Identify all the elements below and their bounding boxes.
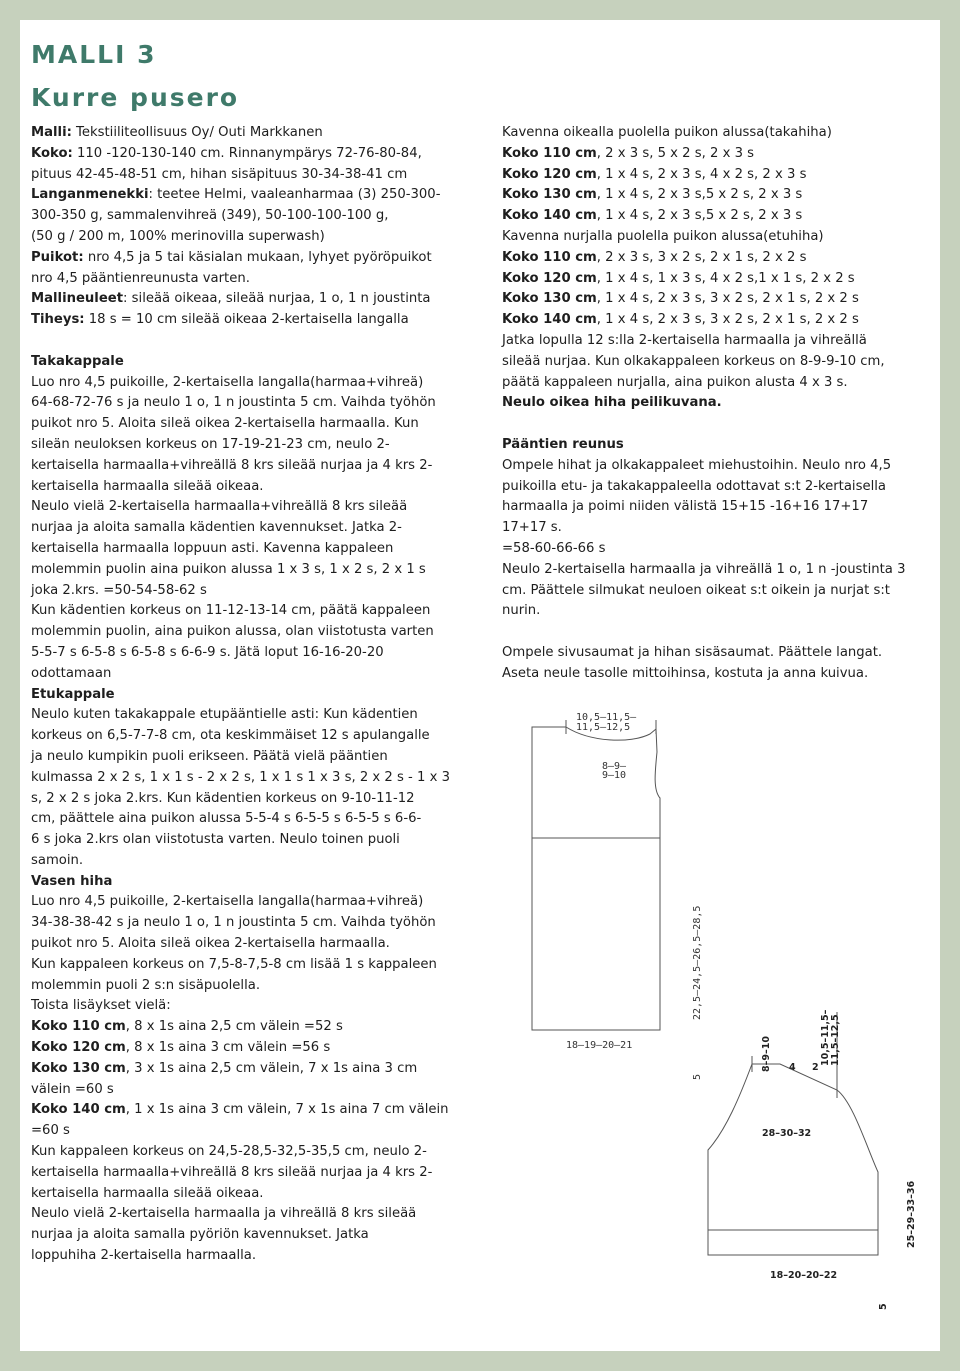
body-shoulder-label: 8–9– — [602, 761, 627, 772]
line-text: , 2 x 3 s, 5 x 2 s, 2 x 3 s — [596, 145, 755, 161]
line-text: pituus 42-45-48-51 cm, hihan sisäpituus 30-34-38-41 cm — [31, 166, 408, 182]
line-text: Aseta neule tasolle mittoihinsa, kostuta ja anna kuivua. — [502, 665, 869, 681]
line-text: , 1 x 4 s, 2 x 3 s,5 x 2 s, 2 x 3 s — [596, 208, 803, 224]
line-text: nurjaa ja aloita samalla pyöriön kavennukset. Jatka — [31, 1227, 369, 1243]
right-instruction-line — [502, 310, 932, 331]
left-instruction-line — [31, 373, 461, 394]
line-text: sileän neuloksen korkeus on 17-19-21-23 cm, neulo 2- — [31, 436, 390, 452]
body-length-label: 22,5–24,5–26,5–28,5 — [692, 905, 703, 1020]
line-text: kertaisella harmaalla+vihreällä 8 krs sileää nurjaa ja 4 krs 2- — [31, 457, 433, 473]
line-text: Kun kappaleen korkeus on 24,5-28,5-32,5-35,5 cm, neulo 2- — [31, 1144, 427, 1160]
line-text: nro 4,5 ja 5 tai käsialan mukaan, lyhyet pyöröpuikot — [83, 249, 432, 265]
right-instruction-line — [502, 601, 932, 622]
pattern-name-title: Kurre pusero — [31, 83, 240, 112]
left-instruction-line — [31, 518, 461, 539]
right-instruction-line — [502, 352, 932, 373]
line-text: , 1 x 4 s, 2 x 3 s, 3 x 2 s, 2 x 1 s, 2 x 2 s — [596, 291, 859, 307]
line-text: , 1 x 1s aina 3 cm välein, 7 x 1s aina 7 cm välein — [125, 1102, 449, 1118]
line-text: : sileää oikeaa, sileää nurjaa, 1 o, 1 n joustinta — [123, 291, 431, 307]
right-instruction-line — [502, 518, 932, 539]
line-text: Luo nro 4,5 puikoille, 2-kertaisella langalla(harmaa+vihreä) — [31, 894, 424, 910]
line-text: molemmin puolin aina puikon alussa 1 x 3 s, 1 x 2 s, 2 x 1 s — [31, 561, 426, 577]
bold-label: Koko: — [31, 145, 73, 161]
line-text: puikoilla etu- ja takakappaleella odottavat s:t 2-kertaisella — [502, 478, 886, 494]
line-text: ja neulo kumpikin puoli erikseen. Päätä vielä pääntien — [31, 748, 388, 764]
sleeve-mark-2: 2 — [812, 1062, 819, 1073]
line-text: , 2 x 3 s, 3 x 2 s, 2 x 1 s, 2 x 2 s — [596, 249, 807, 265]
right-instruction-line — [502, 664, 932, 685]
line-text: kertaisella harmaalla loppuun asti. Kavenna kappaleen — [31, 540, 394, 556]
left-instruction-line — [31, 809, 461, 830]
bold-label: Takakappale — [31, 353, 124, 369]
right-instruction-line — [502, 227, 932, 248]
left-instruction-line — [31, 872, 461, 893]
body-rib-label: 5 — [692, 1073, 703, 1080]
right-instruction-line — [502, 269, 932, 290]
right-instruction-line — [502, 185, 932, 206]
line-text: , 1 x 4 s, 2 x 3 s, 3 x 2 s, 2 x 1 s, 2 x 2 s — [596, 312, 859, 328]
line-text: puikot nro 5. Aloita sileä oikea 2-kertaisella harmaalla. Kun — [31, 416, 419, 432]
left-instruction-line — [31, 789, 461, 810]
bold-label: Koko 140 cm — [502, 312, 597, 328]
line-text: Neulo vielä 2-kertaisella harmaalla+vihreällä 8 krs sileää — [31, 499, 408, 515]
line-text: sileää nurjaa. Kun olkakappaleen korkeus on 8-9-9-10 cm, — [502, 353, 885, 369]
decorative-bottom-border — [0, 1351, 960, 1371]
bold-label: Neulo oikea hiha peilikuvana. — [502, 395, 722, 411]
left-instruction-line — [31, 913, 461, 934]
bold-label: Koko 140 cm — [502, 208, 597, 224]
bold-label: Etukappale — [31, 686, 115, 702]
left-instruction-line — [31, 248, 461, 269]
line-text: , 8 x 1s aina 3 cm välein =56 s — [125, 1040, 331, 1056]
left-instruction-line — [31, 165, 461, 186]
left-instruction-line — [31, 1080, 461, 1101]
right-instruction-line — [502, 144, 932, 165]
body-neck-label-2: 11,5–12,5 — [576, 722, 631, 733]
right-instruction-line — [502, 248, 932, 269]
line-text: joka 2.krs. =50-54-58-62 s — [31, 582, 207, 598]
line-text: Neulo vielä 2-kertaisella harmaalla ja vihreällä 8 krs sileää — [31, 1206, 417, 1222]
line-text: Neulo kuten takakappale etupääntielle asti: Kun kädentien — [31, 707, 418, 723]
left-instruction-line — [31, 643, 461, 664]
right-instruction-line — [502, 497, 932, 518]
bold-label: Tiheys: — [31, 312, 85, 328]
decorative-right-border — [940, 0, 960, 1371]
left-instruction-line — [31, 310, 461, 331]
left-instruction-line — [31, 664, 461, 685]
left-instruction-line — [31, 1100, 461, 1121]
left-instruction-line — [31, 1204, 461, 1225]
left-instruction-line — [31, 934, 461, 955]
line-text: , 3 x 1s aina 2,5 cm välein, 7 x 1s aina 3 cm — [125, 1060, 418, 1076]
left-instruction-line — [31, 955, 461, 976]
bold-label: Koko 110 cm — [31, 1019, 126, 1035]
bold-label: Koko 120 cm — [502, 166, 597, 182]
line-text: 110 -120-130-140 cm. Rinnanympärys 72-76-80-84, — [72, 145, 422, 161]
left-instruction-line — [31, 393, 461, 414]
sleeve-cuff-label: 18–20–20–22 — [770, 1270, 838, 1281]
blank-line — [502, 414, 932, 435]
line-text: Toista lisäykset vielä: — [31, 998, 171, 1014]
body-width-label: 18–19–20–21 — [566, 1040, 633, 1051]
left-instruction-line — [31, 414, 461, 435]
bold-label: Koko 140 cm — [31, 1102, 126, 1118]
left-instruction-line — [31, 601, 461, 622]
left-instruction-line — [31, 456, 461, 477]
left-instruction-line — [31, 622, 461, 643]
sleeve-cap-label: 8–9–10 — [761, 1036, 772, 1072]
line-text: samoin. — [31, 852, 84, 868]
line-text: , 1 x 4 s, 2 x 3 s, 4 x 2 s, 2 x 3 s — [596, 166, 807, 182]
line-text: , 1 x 4 s, 2 x 3 s,5 x 2 s, 2 x 3 s — [596, 187, 803, 203]
line-text: 5-5-7 s 6-5-8 s 6-5-8 s 6-6-9 s. Jätä loput 16-16-20-20 — [31, 644, 384, 660]
line-text: molemmin puolin, aina puikon alussa, olan viistotusta varten — [31, 624, 434, 640]
right-instruction-line — [502, 435, 932, 456]
sleeve-top-label: 10,5–11,5– — [820, 1009, 831, 1066]
instructions-left-column — [31, 123, 461, 1267]
left-instruction-line — [31, 185, 461, 206]
instructions-right-column — [502, 123, 932, 685]
line-text: korkeus on 6,5-7-7-8 cm, ota keskimmäiset 12 s apulangalle — [31, 728, 430, 744]
right-instruction-line — [502, 206, 932, 227]
left-instruction-line — [31, 477, 461, 498]
left-instruction-line — [31, 206, 461, 227]
line-text: välein =60 s — [31, 1081, 114, 1097]
line-text: =58-60-66-66 s — [502, 540, 606, 556]
decorative-left-border — [0, 0, 20, 1371]
left-instruction-line — [31, 227, 461, 248]
decorative-top-border — [0, 0, 960, 20]
right-instruction-line — [502, 560, 932, 581]
line-text: nurjaa ja aloita samalla kädentien kavennukset. Jatka 2- — [31, 520, 402, 536]
line-text: 300-350 g, sammalenvihreä (349), 50-100-100-100 g, — [31, 208, 389, 224]
left-instruction-line — [31, 1059, 461, 1080]
sleeve-rib-label: 5 — [878, 1303, 889, 1310]
right-instruction-line — [502, 289, 932, 310]
line-text: 34-38-38-42 s ja neulo 1 o, 1 n joustinta 5 cm. Vaihda työhön — [31, 915, 436, 931]
left-instruction-line — [31, 1163, 461, 1184]
right-instruction-line — [502, 477, 932, 498]
left-instruction-line — [31, 435, 461, 456]
sleeve-mark-4: 4 — [789, 1062, 796, 1073]
left-instruction-line — [31, 726, 461, 747]
left-instruction-line — [31, 892, 461, 913]
line-text: 64-68-72-76 s ja neulo 1 o, 1 n joustinta 5 cm. Vaihda työhön — [31, 395, 436, 411]
right-instruction-line — [502, 581, 932, 602]
line-text: Kavenna oikealla puolella puikon alussa(takahiha) — [502, 125, 832, 140]
bold-label: Koko 110 cm — [502, 249, 597, 265]
bold-label: Pääntien reunus — [502, 436, 624, 452]
left-instruction-line — [31, 996, 461, 1017]
line-text: nurin. — [502, 603, 541, 619]
left-instruction-line — [31, 1121, 461, 1142]
left-instruction-line — [31, 352, 461, 373]
left-instruction-line — [31, 144, 461, 165]
line-text: 6 s joka 2.krs olan viistotusta varten. Neulo toinen puoli — [31, 832, 400, 848]
line-text: Tekstiiliteollisuus Oy/ Outi Markkanen — [71, 125, 323, 140]
line-text: 17+17 s. — [502, 520, 562, 536]
left-instruction-line — [31, 1017, 461, 1038]
left-instruction-line — [31, 269, 461, 290]
left-instruction-line — [31, 830, 461, 851]
line-text: puikot nro 5. Aloita sileä oikea 2-kertaisella harmaalla. — [31, 936, 390, 952]
body-schematic — [532, 720, 660, 1030]
line-text: , 8 x 1s aina 2,5 cm välein =52 s — [125, 1019, 343, 1035]
left-instruction-line — [31, 581, 461, 602]
left-instruction-line — [31, 1038, 461, 1059]
right-instruction-line — [502, 393, 932, 414]
right-instruction-line — [502, 373, 932, 394]
left-instruction-line — [31, 1142, 461, 1163]
right-instruction-line — [502, 456, 932, 477]
line-text: =60 s — [31, 1123, 70, 1139]
bold-label: Puikot: — [31, 249, 84, 265]
sleeve-top-label-2: 11,5–12,5 — [830, 1014, 841, 1066]
right-instruction-line — [502, 165, 932, 186]
line-text: harmaalla ja poimi niiden välistä 15+15 -16+16 17+17 — [502, 499, 869, 515]
left-instruction-line — [31, 1184, 461, 1205]
line-text: Ompele sivusaumat ja hihan sisäsaumat. Päättele langat. — [502, 644, 883, 660]
line-text: cm, päättele aina puikon alussa 5-5-4 s 6-5-5 s 6-5-5 s 6-6- — [31, 811, 422, 827]
bold-label: Koko 130 cm — [502, 187, 597, 203]
left-instruction-line — [31, 705, 461, 726]
bold-label: Malli: — [31, 125, 72, 140]
left-instruction-line — [31, 768, 461, 789]
line-text: cm. Päättele silmukat neuloen oikeat s:t oikein ja nurjat s:t — [502, 582, 890, 598]
line-text: kertaisella harmaalla sileää oikeaa. — [31, 478, 264, 494]
left-instruction-line — [31, 685, 461, 706]
right-instruction-line — [502, 123, 932, 144]
right-instruction-line — [502, 539, 932, 560]
line-text: odottamaan — [31, 665, 112, 681]
left-instruction-line — [31, 539, 461, 560]
pattern-number-title: MALLI 3 — [31, 40, 157, 69]
line-text: kertaisella harmaalla+vihreällä 8 krs sileää nurjaa ja 4 krs 2- — [31, 1164, 433, 1180]
bold-label: Koko 130 cm — [502, 291, 597, 307]
line-text: kertaisella harmaalla sileää oikeaa. — [31, 1185, 264, 1201]
bold-label: Koko 120 cm — [502, 270, 597, 286]
left-instruction-line — [31, 1225, 461, 1246]
left-instruction-line — [31, 851, 461, 872]
left-instruction-line — [31, 747, 461, 768]
line-text: Luo nro 4,5 puikoille, 2-kertaisella langalla(harmaa+vihreä) — [31, 374, 424, 390]
schematic-diagram — [500, 690, 930, 1340]
sleeve-upper-width-label: 28–30–32 — [762, 1128, 812, 1139]
line-text: Kavenna nurjalla puolella puikon alussa(etuhiha) — [502, 228, 824, 244]
line-text: , 1 x 4 s, 1 x 3 s, 4 x 2 s,1 x 1 s, 2 x 2 s — [596, 270, 855, 286]
line-text: Ompele hihat ja olkakappaleet miehustoihin. Neulo nro 4,5 — [502, 457, 892, 473]
bold-label: Langanmenekki — [31, 187, 149, 203]
bold-label: Koko 120 cm — [31, 1040, 126, 1056]
line-text: s, 2 x 2 s joka 2.krs. Kun kädentien korkeus on 9-10-11-12 — [31, 790, 415, 806]
line-text: molemmin puoli 2 s:n sisäpuolella. — [31, 977, 261, 993]
bold-label: Mallineuleet — [31, 291, 124, 307]
body-neck-label: 10,5–11,5– — [576, 712, 637, 723]
sleeve-length-label: 25–29–33–36 — [906, 1180, 917, 1248]
bold-label: Vasen hiha — [31, 873, 113, 889]
right-instruction-line — [502, 643, 932, 664]
line-text: nro 4,5 pääntienreunusta varten. — [31, 270, 250, 286]
line-text: Kun kädentien korkeus on 11-12-13-14 cm, päätä kappaleen — [31, 603, 431, 619]
body-shoulder-label-2: 9–10 — [602, 770, 627, 781]
line-text: Neulo 2-kertaisella harmaalla ja vihreällä 1 o, 1 n -joustinta 3 — [502, 561, 906, 577]
line-text: (50 g / 200 m, 100% merinovilla superwash) — [31, 228, 325, 244]
line-text: kulmassa 2 x 2 s, 1 x 1 s - 2 x 2 s, 1 x 1 s 1 x 3 s, 2 x 2 s - 1 x 3 — [31, 769, 450, 785]
line-text: Kun kappaleen korkeus on 7,5-8-7,5-8 cm lisää 1 s kappaleen — [31, 956, 437, 972]
left-instruction-line — [31, 123, 461, 144]
bold-label: Koko 130 cm — [31, 1060, 126, 1076]
line-text: loppuhiha 2-kertaisella harmaalla. — [31, 1248, 257, 1264]
right-instruction-line — [502, 331, 932, 352]
left-instruction-line — [31, 497, 461, 518]
left-instruction-line — [31, 976, 461, 997]
line-text: 18 s = 10 cm sileää oikeaa 2-kertaisella langalla — [84, 312, 409, 328]
blank-line — [502, 622, 932, 643]
line-text: : teetee Helmi, vaaleanharmaa (3) 250-300- — [148, 187, 441, 203]
left-instruction-line — [31, 289, 461, 310]
line-text: päätä kappaleen nurjalla, aina puikon alusta 4 x 3 s. — [502, 374, 848, 390]
bold-label: Koko 110 cm — [502, 145, 597, 161]
left-instruction-line — [31, 1246, 461, 1267]
left-instruction-line — [31, 560, 461, 581]
blank-line — [31, 331, 461, 352]
line-text: Jatka lopulla 12 s:lla 2-kertaisella harmaalla ja vihreällä — [502, 332, 867, 348]
